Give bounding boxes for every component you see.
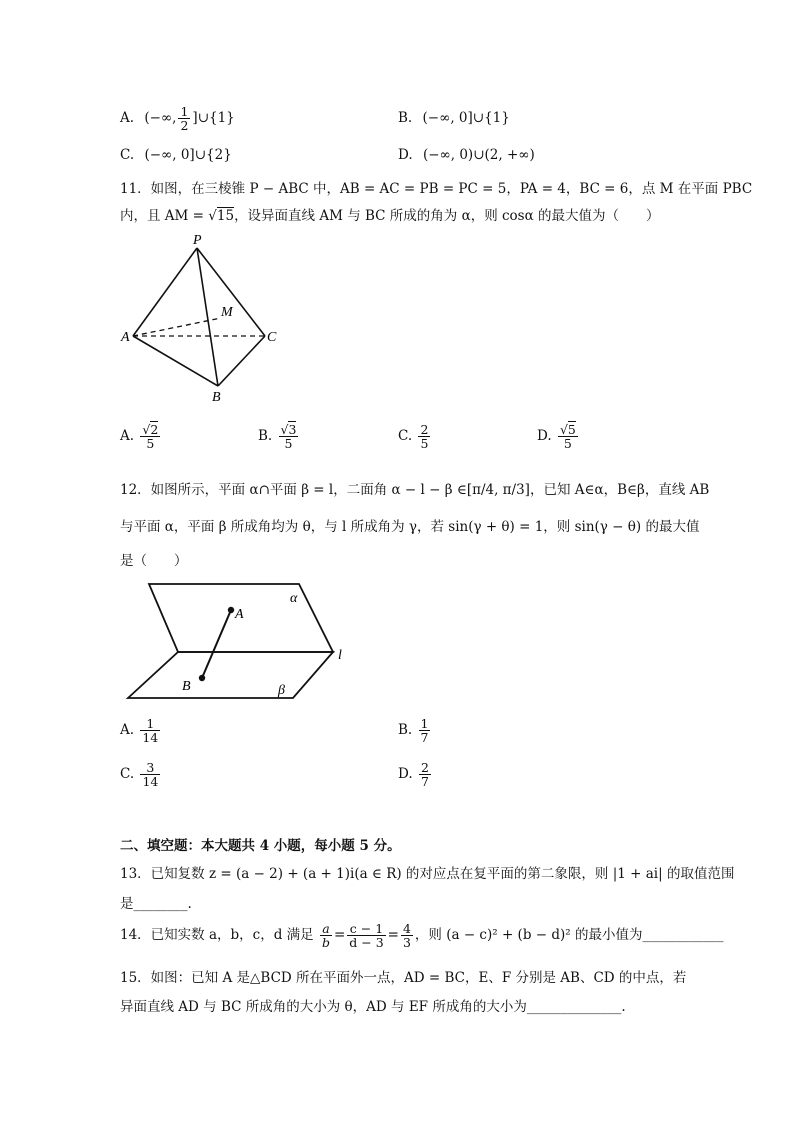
plane-beta — [128, 652, 333, 698]
q10-option-c: C. (−∞, 0]∪{2} — [120, 147, 232, 163]
q12-option-b: B. $\frac{1}{7}$ — [398, 716, 429, 746]
label-c: C — [267, 330, 277, 345]
section-heading: 二、填空题：本大题共 4 小题，每小题 5 分。 — [120, 838, 401, 854]
label-p: P — [193, 233, 202, 248]
q12-option-a: A. $\frac{1}{14}$ — [120, 716, 159, 746]
q15-text-line2: 异面直线 AD 与 BC 所成角的大小为 θ，AD 与 EF 所成角的大小为______________. — [120, 999, 626, 1015]
q12-option-d: D. $\frac{2}{7}$ — [398, 760, 429, 790]
q13-text-line2: 是________. — [120, 896, 192, 912]
q11-option-b: B. $\frac{√3}{5}$ — [258, 422, 297, 452]
q10-option-d: D. (−∞, 0)∪(2, +∞) — [398, 147, 535, 163]
label-a: A — [235, 607, 244, 622]
label-b: B — [182, 679, 191, 694]
q11-text-line2: 内，且 AM = √15，设异面直线 AM 与 BC 所成的角为 α，则 cosα 的最大值为（ ） — [120, 208, 660, 224]
q13-text-line1: 13．已知复数 z = (a − 2) + (a + 1)i(a ∈ R) 的对应点在复平面的第二象限，则 |1 + ai| 的取值范围 — [120, 866, 735, 882]
label-m: M — [221, 305, 233, 320]
q10-option-b: B. (−∞, 0]∪{1} — [398, 110, 510, 126]
label-alpha: α — [290, 591, 298, 606]
q11-option-a: A. $\frac{√2}{5}$ — [120, 422, 159, 452]
q12-text-line1: 12．如图所示，平面 α∩平面 β = l，二面角 α − l − β ∈[π/4, π/3]，已知 A∈α，B∈β，直线 AB — [120, 482, 710, 498]
q10-option-a: A. (−∞, $\frac{1}{2}$ ]∪{1} — [120, 104, 235, 134]
label-beta: β — [278, 683, 285, 698]
edge-bc — [218, 336, 265, 386]
tetrahedron-figure — [115, 228, 305, 408]
dihedral-figure — [118, 574, 358, 709]
edge-ab — [133, 336, 218, 386]
q15-text-line1: 15．如图：已知 A 是△BCD 所在平面外一点，AD = BC，E、F 分别是 AB、CD 的中点，若 — [120, 970, 687, 986]
q11-option-d: D. $\frac{√5}{5}$ — [537, 422, 576, 452]
q12-option-c: C. $\frac{3}{14}$ — [120, 760, 159, 790]
q14-text: 14．已知实数 a，b，c，d 满足 $\frac{a}{b}$ = $\frac{c - 1}{d - 3}$ = $\frac{4}{3}$ ，则 (a − c)² + (b − d)² 的最小值为____________ — [120, 921, 724, 951]
label-b: B — [212, 390, 221, 405]
edge-pc — [197, 248, 265, 336]
q12-text-line2: 与平面 α，平面 β 所成角均为 θ，与 l 所成角为 γ，若 sin(γ + θ) = 1，则 sin(γ − θ) 的最大值 — [120, 519, 700, 535]
edge-pa — [133, 248, 197, 336]
point-a — [228, 607, 234, 613]
label-a: A — [121, 330, 130, 345]
q11-text-line1: 11．如图，在三棱锥 P − ABC 中，AB = AC = PB = PC = 5，PA = 4，BC = 6，点 M 在平面 PBC — [120, 181, 753, 197]
point-b — [199, 675, 205, 681]
segment-am-dashed — [133, 318, 221, 336]
label-l: l — [338, 648, 342, 663]
edge-pb — [197, 248, 218, 386]
q11-option-c: C. $\frac{2}{5}$ — [398, 422, 429, 452]
segment-ab — [202, 610, 231, 678]
q12-text-line3: 是（ ） — [120, 553, 188, 569]
